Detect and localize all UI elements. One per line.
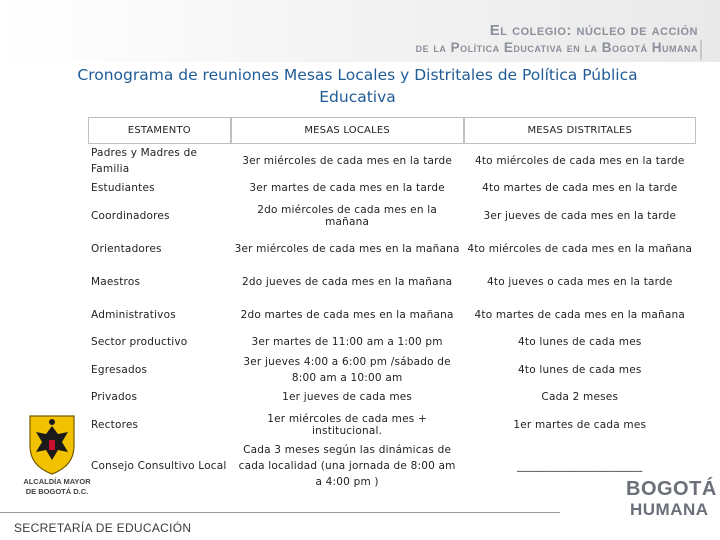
table-row	[88, 144, 696, 177]
cell-estamento: Sector productivo	[91, 336, 188, 348]
table-row	[88, 232, 696, 265]
cell-estamento: Maestros	[91, 275, 141, 288]
cell-estamento: Orientadores	[91, 242, 162, 255]
table-row	[88, 331, 696, 353]
table-row	[88, 353, 696, 386]
cell-locales: 3er miércoles de cada mes en la mañana	[234, 242, 460, 255]
table-row	[88, 265, 696, 298]
cell-estamento: Administrativos	[91, 308, 176, 321]
cell-locales: 3er jueves 4:00 a 6:00 pm /sábado de 8:00 am a 10:00 am	[243, 355, 451, 384]
cell-estamento: Egresados	[91, 363, 148, 376]
table-row	[88, 441, 696, 491]
header-slogan-line1: El colegio: núcleo de acción	[489, 22, 698, 39]
table-header-row	[88, 117, 696, 144]
table-row	[88, 298, 696, 331]
cell-distritales: 4to miércoles de cada mes en la tarde	[474, 154, 685, 167]
header-slogan	[298, 22, 698, 62]
alcaldia-line2: DE BOGOTÁ D.C.	[25, 486, 89, 496]
cell-estamento: Coordinadores	[91, 209, 170, 222]
table-row	[88, 199, 696, 232]
cell-distritales: 1er martes de cada mes	[513, 418, 647, 431]
cell-locales: 2do miércoles de cada mes en la mañana	[257, 203, 437, 228]
cell-distritales: 3er jueves de cada mes en la tarde	[483, 209, 677, 222]
cell-estamento: Privados	[91, 391, 138, 403]
cell-locales: 3er martes de 11:00 am a 1:00 pm	[251, 336, 443, 348]
cell-locales: 2do martes de cada mes en la mañana	[240, 308, 454, 321]
alcaldia-shield-icon	[22, 412, 82, 476]
bogota-humana-logo	[626, 478, 717, 528]
footer-divider	[0, 512, 560, 513]
header-mesas-distritales: MESAS DISTRITALES	[464, 117, 696, 144]
cell-estamento: Padres y Madres de Familia	[91, 146, 198, 175]
cell-distritales: 4to martes de cada mes en la tarde	[482, 182, 678, 194]
cell-estamento: Rectores	[91, 418, 139, 431]
cell-locales: 1er jueves de cada mes	[282, 391, 413, 403]
cell-locales: 3er martes de cada mes en la tarde	[249, 182, 445, 194]
cell-distritales: Cada 2 meses	[541, 391, 619, 403]
schedule-table	[88, 117, 696, 491]
cell-locales: 1er miércoles de cada mes + institucional.	[267, 412, 427, 437]
cell-distritales: 4to lunes de cada mes	[518, 363, 642, 376]
cell-distritales: 4to jueves o cada mes en la tarde	[487, 275, 673, 288]
page-title-line1: Cronograma de reuniones Mesas Locales y Distritales de Política Pública	[77, 66, 638, 84]
cell-locales: 2do jueves de cada mes en la mañana	[242, 275, 453, 288]
cell-estamento: Estudiantes	[91, 182, 155, 194]
cell-locales: Cada 3 meses según las dinámicas de cada localidad (una jornada de 8:00 am a 4:00 pm )	[238, 444, 456, 488]
header-slogan-line2: de la Política Educativa en la Bogotá Humana	[415, 40, 698, 55]
cell-locales: 3er miércoles de cada mes en la tarde	[242, 154, 453, 167]
alcaldia-line1: ALCALDÍA MAYOR	[23, 477, 91, 486]
table-row	[88, 386, 696, 408]
page-title	[30, 64, 685, 108]
humana-wordmark: HUMANA	[630, 500, 709, 519]
footer-secretaria: SECRETARÍA DE EDUCACIÓN	[14, 521, 192, 535]
header-divider	[700, 40, 702, 60]
table-row	[88, 408, 696, 441]
header-estamento: ESTAMENTO	[88, 117, 231, 144]
page-title-line2: Educativa	[319, 88, 396, 106]
alcaldia-caption	[17, 477, 97, 496]
table-row	[88, 177, 696, 199]
bogota-wordmark: BOGOTÁ	[626, 478, 717, 500]
cell-estamento: Consejo Consultivo Local	[91, 460, 227, 472]
cell-distritales: 4to martes de cada mes en la mañana	[474, 308, 686, 321]
cell-distritales: 4to miércoles de cada mes en la mañana	[467, 242, 693, 255]
header-mesas-locales: MESAS LOCALES	[231, 117, 464, 144]
cell-distritales: _______________________	[517, 460, 643, 472]
cell-distritales: 4to lunes de cada mes	[518, 336, 642, 348]
